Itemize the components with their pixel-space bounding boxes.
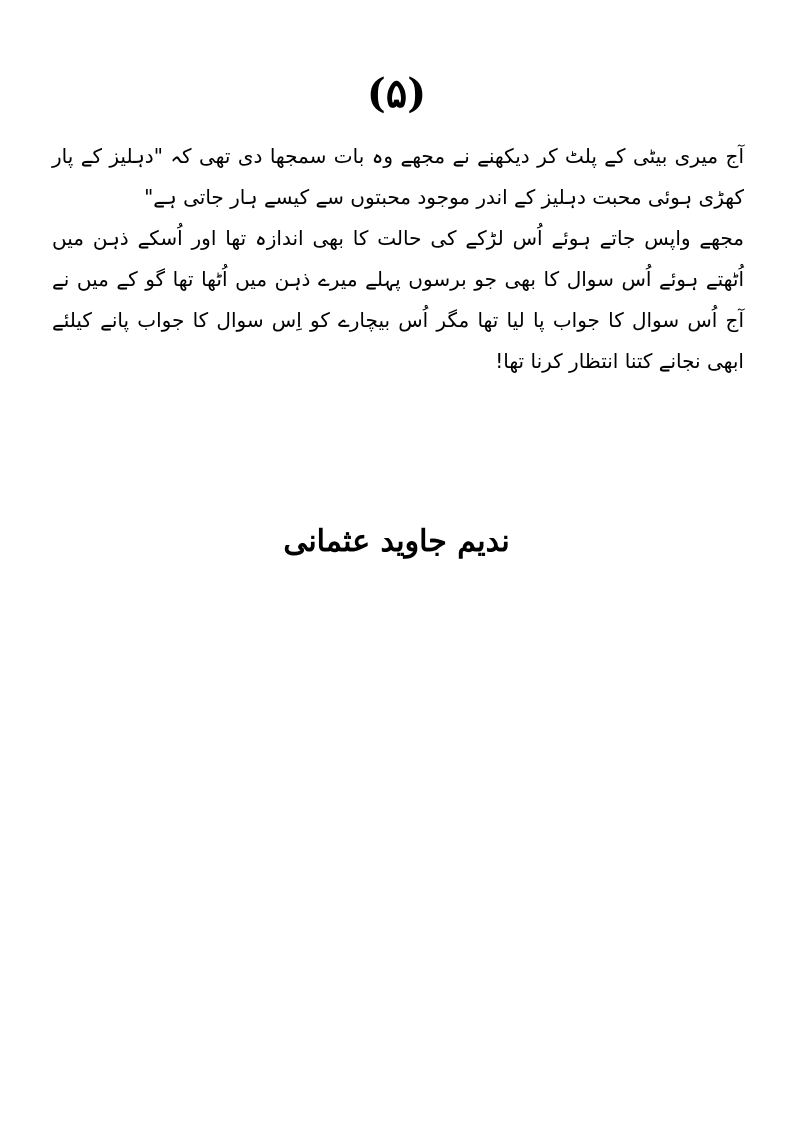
body-text [52, 136, 744, 382]
chapter-number: (۵) [366, 70, 427, 117]
paragraph-1: آج میری بیٹی کے پلٹ کر دیکھنے نے مجھے وہ بات سمجھا دی تھی کہ "دہلیز کے پار کھڑی ہوئی محبت دہلیز کے اندر موجود محبتوں سے کیسے ہار جاتی ہے" [52, 144, 744, 209]
paragraph-2: مجھے واپس جاتے ہوئے اُس لڑکے کی حالت کا بھی اندازہ تھا اور اُسکے ذہن میں اُٹھتے ہوئے اُس سوال کا بھی جو برسوں پہلے میرے ذہن میں اُٹھا تھا گو کے میں نے آج اُس سوال کا جواب پا لیا تھا مگر اُس بیچارے کو اِس سوال کا جواب پانے کیلئے ابھی نجانے کتنا انتظار کرنا تھا! [52, 226, 744, 373]
author-signature: ندیم جاوید عثمانی [283, 524, 510, 559]
